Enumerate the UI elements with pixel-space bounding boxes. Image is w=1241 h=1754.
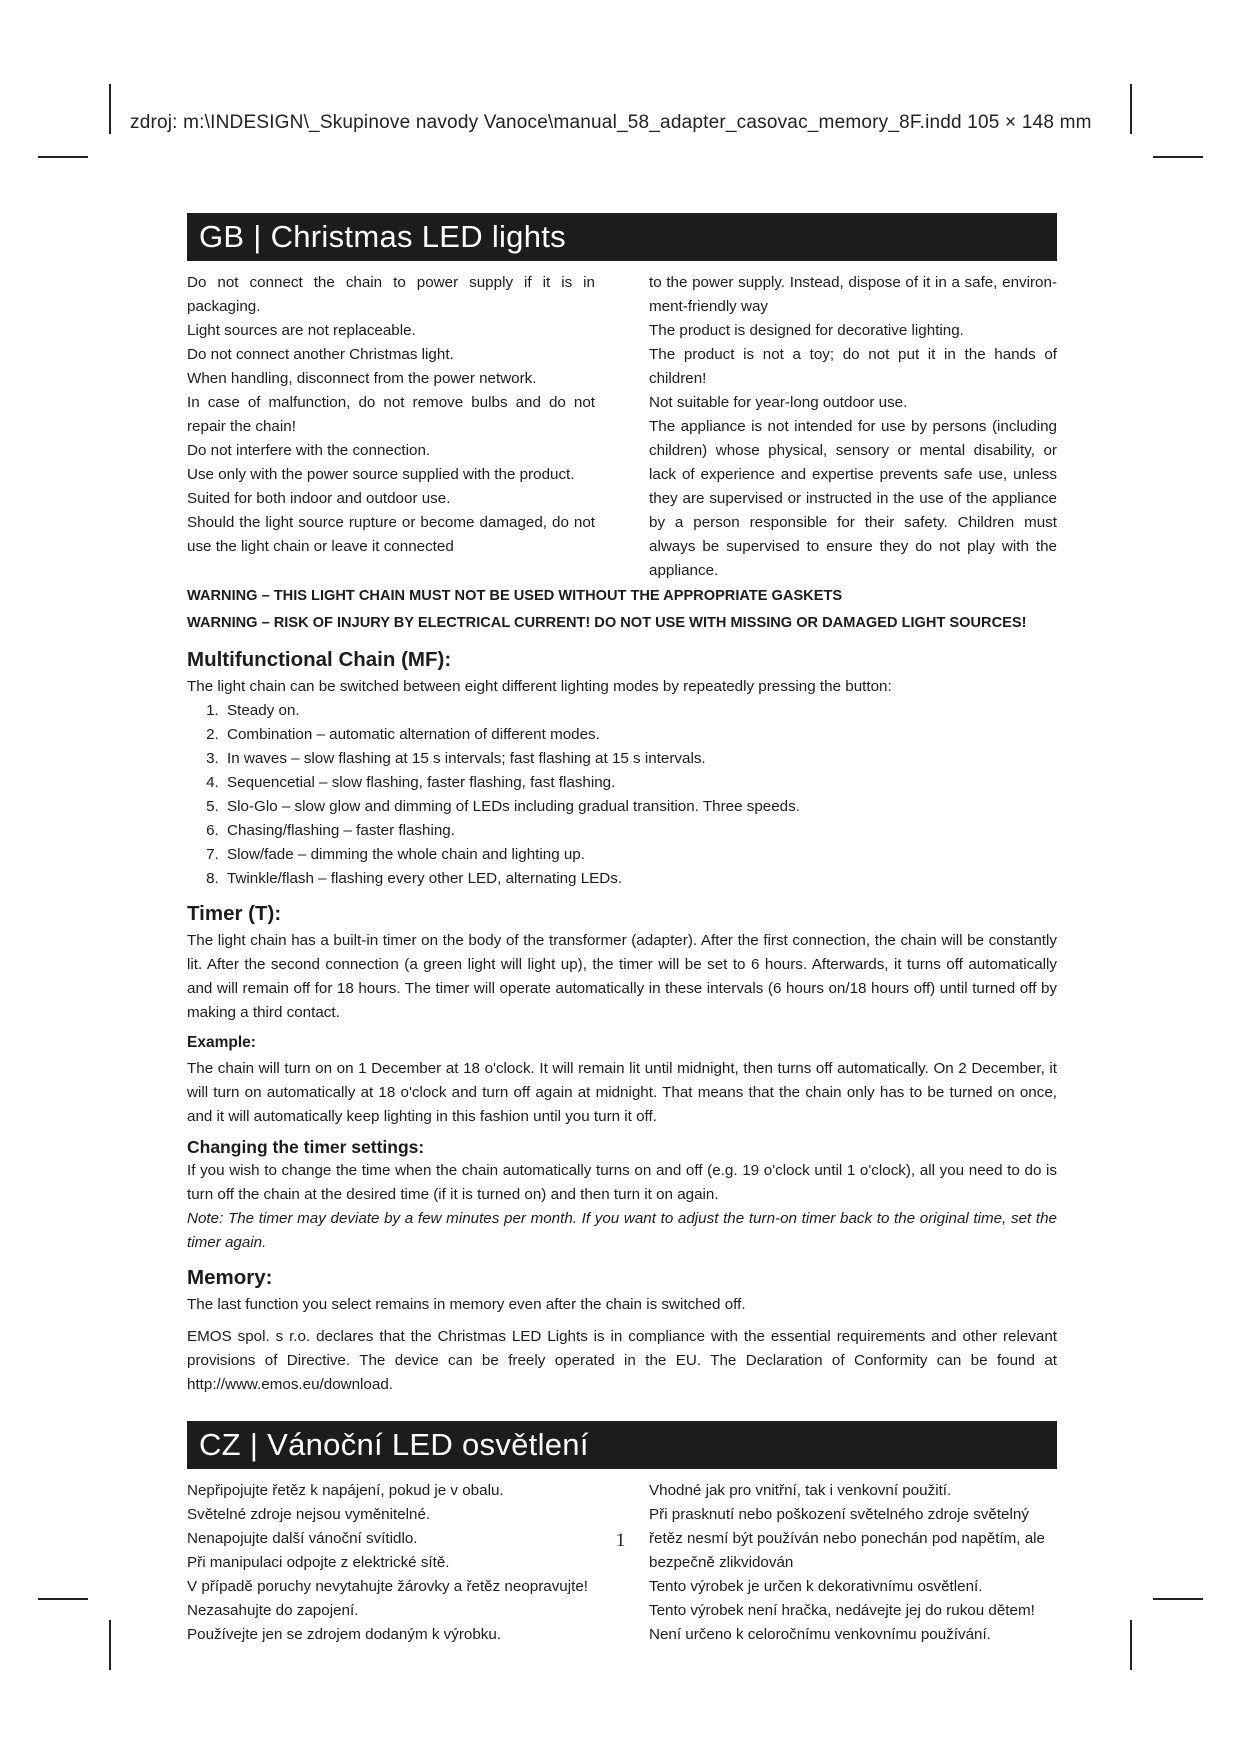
cz-safety-item: Nepřipojujte řetěz k napájení, pokud je v obalu. <box>187 1482 504 1499</box>
lighting-mode-item: 5. Slo-Glo – slow glow and dimming of LEDs including gradual transition. Three speeds. <box>223 795 1057 819</box>
memory-text: The last function you select remains in memory even after the chain is switched off. <box>187 1296 746 1313</box>
gb-warning-gaskets: WARNING – THIS LIGHT CHAIN MUST NOT BE USED WITHOUT THE APPROPRIATE GASKETS <box>187 588 843 604</box>
cz-safety-right-column <box>649 1479 1057 1647</box>
cz-safety-item: Při manipulaci odpojte z elektrické sítě. <box>187 1554 450 1571</box>
crop-mark-bottom-right-vertical <box>1130 1620 1132 1670</box>
lighting-mode-item: 2. Combination – automatic alternation of different modes. <box>223 723 1057 747</box>
cz-safety-item: V případě poruchy nevytahujte žárovky a řetěz neopravujte! <box>187 1578 589 1595</box>
cz-safety-item: Tento výrobek je určen k dekorativnímu osvětlení. <box>649 1578 983 1595</box>
timer-text: The light chain has a built-in timer on the body of the transformer (adapter). After the first connection, the chain will be constantly lit. After the second connection (a green light will light up), the timer will be set to 6 hours. Afterwards, it turns off automatically and will remain off for 18 hours. The timer will operate automatically in these intervals (6 hours on/18 hours off) until turned off by making a third contact. <box>187 932 1057 1021</box>
example-text: The chain will turn on on 1 December at 18 o'clock. It will remain lit until midnight, then turns off automatically. On 2 December, it will turn on automatically at 18 o'clock and turn off again at midnight. That means that the chain only has to be turned on once, and it will automatically keep lighting in this fashion until you turn it off. <box>187 1060 1057 1125</box>
gb-safety-right-column <box>649 271 1057 583</box>
gb-safety-item: Do not connect the chain to power supply if it is in packaging. <box>187 274 595 315</box>
cz-safety-item: Není určeno k celoročnímu venkovnímu používání. <box>649 1626 991 1643</box>
gb-safety-item: Do not connect another Christmas light. <box>187 346 454 363</box>
gb-safety-item: Not suitable for year-long outdoor use. <box>649 394 908 411</box>
gb-safety-item: to the power supply. Instead, dispose of it in a safe, environ-ment-friendly way <box>649 274 1057 315</box>
crop-mark-top-left-vertical <box>109 84 111 134</box>
lighting-mode-item: 1. Steady on. <box>223 699 1057 723</box>
crop-mark-top-right-horizontal <box>1153 156 1203 158</box>
cz-safety-item: Nenapojujte další vánoční svítidlo. <box>187 1530 418 1547</box>
gb-section-banner: GB | Christmas LED lights <box>187 213 1057 261</box>
crop-mark-top-right-vertical <box>1130 84 1132 134</box>
mf-heading: Multifunctional Chain (MF): <box>187 648 452 671</box>
crop-mark-top-left-horizontal <box>38 156 88 158</box>
gb-safety-columns <box>187 271 1057 583</box>
gb-safety-item: When handling, disconnect from the power network. <box>187 370 537 387</box>
cz-safety-item: Při prasknutí nebo poškození světelného zdroje světelný řetěz nesmí být používán nebo ponechán pod napětím, ale bezpečně zlikvidován <box>649 1506 1045 1571</box>
lighting-mode-item: 8. Twinkle/flash – flashing every other LED, alternating LEDs. <box>223 867 1057 891</box>
gb-safety-item: The product is designed for decorative lighting. <box>649 322 964 339</box>
cz-safety-item: Nezasahujte do zapojení. <box>187 1602 359 1619</box>
cz-safety-item: Tento výrobek není hračka, nedávejte jej do rukou dětem! <box>649 1602 1035 1619</box>
timer-note: Note: The timer may deviate by a few minutes per month. If you want to adjust the turn-on timer back to the original time, set the timer again. <box>187 1210 1057 1251</box>
gb-safety-item: Light sources are not replaceable. <box>187 322 416 339</box>
gb-safety-left-column <box>187 271 595 583</box>
mf-intro: The light chain can be switched between eight different lighting modes by repeatedly pressing the button: <box>187 678 892 695</box>
crop-mark-bottom-left-horizontal <box>38 1598 88 1600</box>
cz-safety-item: Používejte jen se zdrojem dodaným k výrobku. <box>187 1626 502 1643</box>
lighting-mode-item: 7. Slow/fade – dimming the whole chain and lighting up. <box>223 843 1057 867</box>
cz-safety-item: Světelné zdroje nejsou vyměnitelné. <box>187 1506 431 1523</box>
gb-safety-item: Use only with the power source supplied with the product. <box>187 466 575 483</box>
lighting-mode-item: 4. Sequencetial – slow flashing, faster flashing, fast flashing. <box>223 771 1057 795</box>
crop-mark-bottom-right-horizontal <box>1153 1598 1203 1600</box>
changing-timer-heading: Changing the timer settings: <box>187 1137 425 1157</box>
gb-safety-item: The product is not a toy; do not put it in the hands of children! <box>649 346 1057 387</box>
gb-safety-item: Do not interfere with the connection. <box>187 442 431 459</box>
memory-heading: Memory: <box>187 1266 273 1289</box>
gb-safety-item: Suited for both indoor and outdoor use. <box>187 490 451 507</box>
lighting-modes-list <box>187 699 1057 891</box>
cz-section-banner: CZ | Vánoční LED osvětlení <box>187 1421 1057 1469</box>
example-heading: Example: <box>187 1034 256 1051</box>
cz-safety-left-column <box>187 1479 595 1647</box>
page-content <box>187 213 1057 1647</box>
lighting-mode-item: 3. In waves – slow flashing at 15 s intervals; fast flashing at 15 s intervals. <box>223 747 1057 771</box>
gb-safety-item: Should the light source rupture or become damaged, do not use the light chain or leave it connected <box>187 514 595 555</box>
gb-safety-item: The appliance is not intended for use by persons (including children) whose physical, sensory or mental disability, or lack of experience and expertise prevents safe use, unless they are supervised or instructed in the use of the appliance by a person responsible for their safety. Children must always be supervised to ensure they do not play with the appliance. <box>649 418 1057 579</box>
declaration-text: EMOS spol. s r.o. declares that the Christmas LED Lights is in compliance with the essential requirements and other relevant provisions of Directive. The device can be freely operated in the EU. The Declaration of Conformity can be found at http://www.emos.eu/download. <box>187 1328 1057 1393</box>
changing-timer-text: If you wish to change the time when the chain automatically turns on and off (e.g. 19 o'clock until 1 o'clock), all you need to do is turn off the chain at the desired time (if it is turned on) and then turn it on again. <box>187 1162 1057 1203</box>
cz-safety-columns <box>187 1479 1057 1647</box>
page-number: 1 <box>615 1530 626 1551</box>
lighting-mode-item: 6. Chasing/flashing – faster flashing. <box>223 819 1057 843</box>
gb-safety-item: In case of malfunction, do not remove bulbs and do not repair the chain! <box>187 394 595 435</box>
source-file-line: zdroj: m:\INDESIGN\_Skupinove navody Vanoce\manual_58_adapter_casovac_memory_8F.indd 105 × 148 mm <box>130 112 1092 133</box>
gb-warning-electrical: WARNING – RISK OF INJURY BY ELECTRICAL CURRENT! DO NOT USE WITH MISSING OR DAMAGED LIGHT SOURCES! <box>187 615 1027 631</box>
cz-safety-item: Vhodné jak pro vnitřní, tak i venkovní použití. <box>649 1482 952 1499</box>
crop-mark-bottom-left-vertical <box>109 1620 111 1670</box>
timer-heading: Timer (T): <box>187 902 282 925</box>
